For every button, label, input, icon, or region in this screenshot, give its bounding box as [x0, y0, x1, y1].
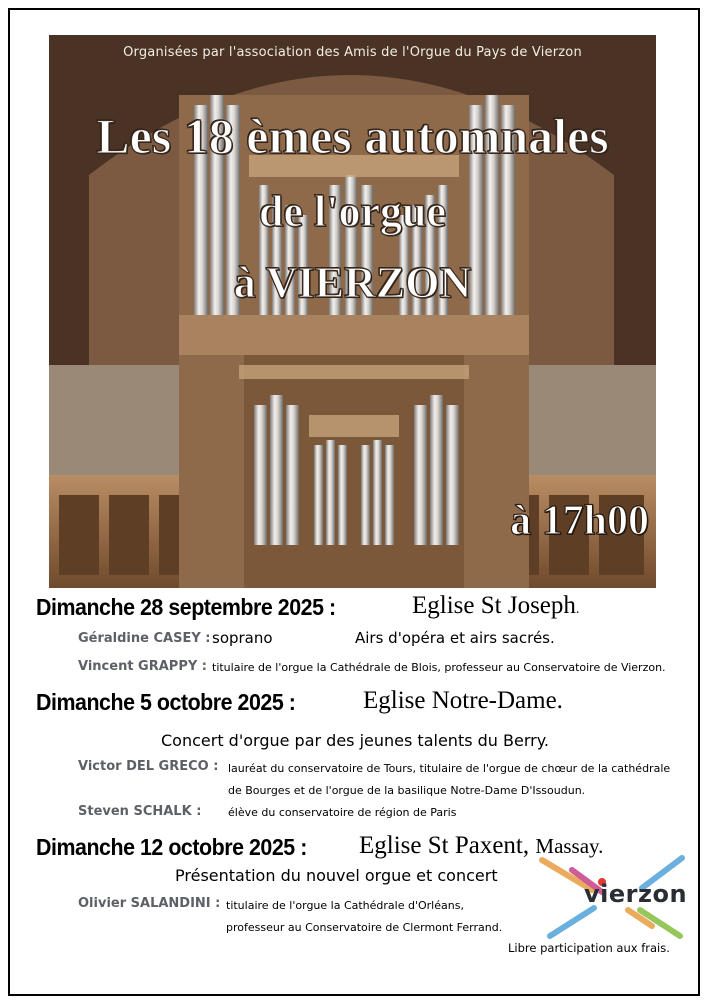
- concert-time: à 17h00: [510, 498, 649, 544]
- performer-salandini-name: Olivier SALANDINI :: [78, 896, 221, 911]
- concert-2-date: Dimanche 5 octobre 2025 :: [36, 689, 296, 715]
- concert-3-date: Dimanche 12 octobre 2025 :: [36, 834, 307, 860]
- concert-1-church: [412, 592, 579, 620]
- performer-casey-name: Géraldine CASEY :: [78, 631, 211, 646]
- concert-2-subtitle: Concert d'orgue par des jeunes talents du Berry.: [161, 731, 549, 750]
- performer-delgreco-name: Victor DEL GRECO :: [78, 759, 219, 774]
- performer-grappy-desc: titulaire de l'orgue la Cathédrale de Blois, professeur au Conservatoire de Vierzon.: [212, 661, 666, 674]
- concert-2-church: Eglise Notre-Dame.: [363, 687, 563, 714]
- concert-1-date: Dimanche 28 septembre 2025 :: [36, 594, 336, 620]
- concert-1-church-name: Eglise St Joseph: [412, 592, 576, 619]
- performer-grappy-name: Vincent GRAPPY :: [78, 659, 207, 674]
- organ-photo: [49, 35, 656, 588]
- performer-casey-role: soprano: [212, 629, 273, 647]
- performer-salandini-desc-1: titulaire de l'orgue la Cathédrale d'Orléans,: [226, 899, 464, 912]
- logo-text: vierzon: [584, 880, 688, 908]
- performer-salandini-desc-2: professeur au Conservatoire de Clermont Ferrand.: [226, 921, 503, 934]
- performer-casey-program: Airs d'opéra et airs sacrés.: [355, 629, 555, 647]
- performer-schalk-name: Steven SCHALK :: [78, 804, 202, 819]
- title-line-2: de l'orgue: [259, 187, 446, 236]
- title-line-3: à VIERZON: [233, 258, 472, 307]
- title-line-1: Les 18 èmes automnales: [96, 108, 609, 164]
- performer-delgreco-desc-2: de Bourges et de l'orgue de la basilique Notre-Dame D'Issoudun.: [228, 784, 586, 797]
- concert-1-church-suffix: .: [575, 602, 580, 617]
- performer-delgreco-desc-1: lauréat du conservatoire de Tours, titulaire de l'orgue de chœur de la cathédrale: [228, 762, 671, 775]
- concert-3-subtitle: Présentation du nouvel orgue et concert: [175, 866, 498, 885]
- free-participation-note: Libre participation aux frais.: [508, 941, 670, 955]
- concert-3-church-name: Eglise St Paxent,: [359, 832, 530, 859]
- organizer-line: Organisées par l'association des Amis de l'Orgue du Pays de Vierzon: [123, 45, 582, 60]
- concert-3-church-place: Massay.: [535, 834, 604, 858]
- performer-schalk-desc: élève du conservatoire de région de Paris: [228, 806, 457, 819]
